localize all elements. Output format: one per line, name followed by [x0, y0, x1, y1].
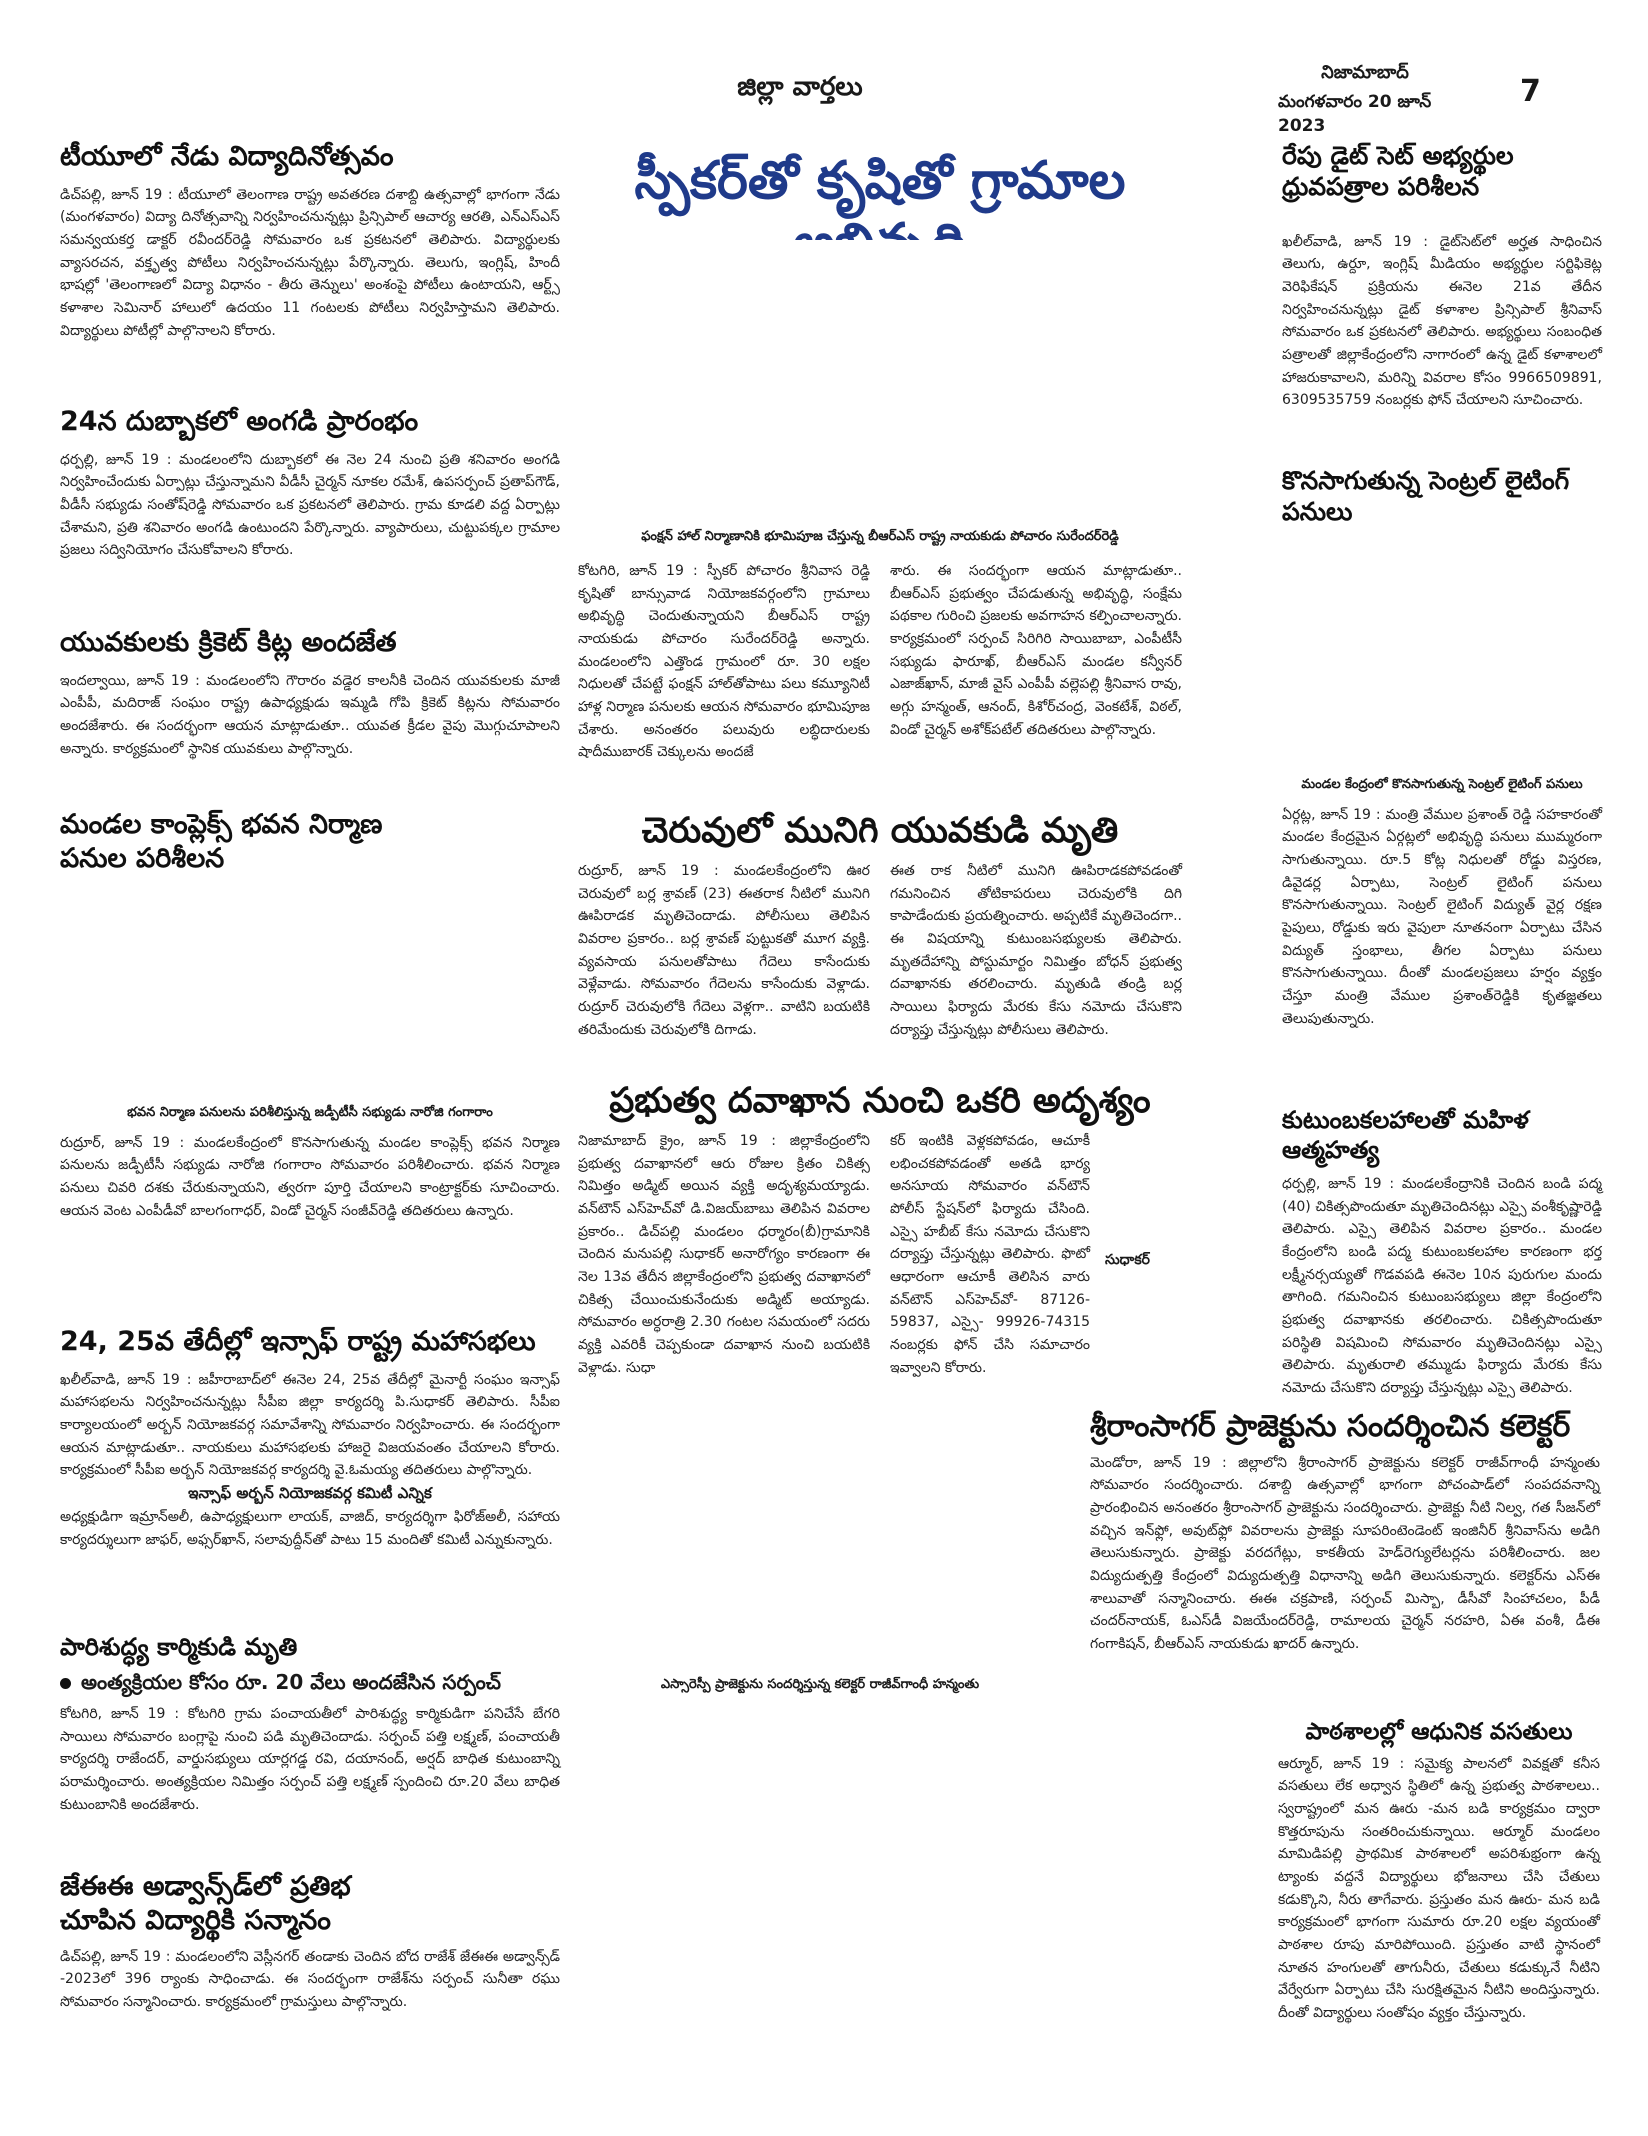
article-complex — [60, 808, 560, 1222]
masthead-city: నిజామాబాద్ — [1321, 62, 1409, 83]
article-body: ధర్పల్లి, జూన్ 19 : మండలంలోని దుబ్బాకలో ఈ నెల 24 నుంచి ప్రతి శనివారం అంగడి నిర్వహించేందుకు ఏర్పాట్లు చేస్తున్నామని వీడీసీ చైర్మన్ నూకల రమేశ్, ఉపసర్పంచ్ ప్రతాప్‌గౌడ్, వీడీసీ సభ్యుడు సంతోష్‌రెడ్డి సోమవారం ఒక ప్రకటనలో తెలిపారు. గ్రామ కూడలి వద్ద ఏర్పాట్లు చేశామని, ప్రతి శనివారం అంగడి ఉంటుందని పేర్కొన్నారు. వ్యాపారులు, చుట్టుపక్కల గ్రామాల ప్రజలు సద్వినియోగం చేసుకోవాలని కోరారు. — [60, 451, 560, 559]
subheading: అంత్యక్రియల కోసం రూ. 20 వేలు అందజేసిన సర్పంచ్ — [81, 1670, 501, 1694]
article-body: ఆర్మూర్, జూన్ 19 : సమైక్య పాలనలో వివక్షతో కనీస వసతులు లేక అధ్వాన స్థితిలో ఉన్న ప్రభుత్వ పాఠశాలలు.. స్వరాష్ట్రంలో మన ఊరు -మన బడి కార్యక్రమం ద్వారా కొత్తరూపును సంతరించుకున్నాయి. ఆర్మూర్ మండలం మామిడిపల్లి ప్రాథమిక పాఠశాలలో అపరిశుభ్రంగా ఉన్న ట్యాంకు వద్దనే విద్యార్థులు భోజనాలు చేసి చేతులు కడుక్కొని, నీరు తాగేవారు. ప్రస్తుతం మన ఊరు- మన బడి కార్యక్రమంలో భాగంగా సుమారు రూ.20 లక్షల వ్యయంతో పాఠశాల రూపు మారిపోయింది. ప్రస్తుతం వాటి స్థానంలో నూతన హంగులతో తాగునీరు, చేతులు కడుక్కునే నీటిని వేర్వేరుగా ఏర్పాటు చేసి సురక్షితమైన నీటిని అందిస్తున్నారు. దీంతో విద్యార్థులు సంతోషం వ్యక్తం చేస్తున్నారు. — [1278, 1755, 1600, 2022]
photo-caption: మండల కేంద్రంలో కొనసాగుతున్న సెంట్రల్ లైటింగ్ పనులు — [1301, 776, 1583, 792]
drowning-body-col1: రుద్రూర్, జూన్ 19 : మండలకేంద్రంలోని ఊర చెరువులో బర్ల శ్రావణ్ (23) ఈతరాక నీటిలో మునిగి ఊపిరాడక మృతిచెందాడు. పోలీసులు తెలిపిన వివరాల ప్రకారం.. బర్ల శ్రావణ్ పుట్టుకతో మూగ వ్యక్తి. వ్యవసాయ పనులతోపాటు గేదెలు కాసేందుకు వెళ్లేవాడు. సోమవారం గేదెలను కాసేందుకు వెళ్లాడు. రుద్రూర్ చెరువులోకి గేదెలు వెళ్లగా.. వాటిని బయటికి తరిమేందుకు చెరువులోకి దిగాడు. — [578, 863, 870, 1038]
photo-caption: భవన నిర్మాణ పనులను పరిశీలిస్తున్న జడ్పీటీసీ సభ్యుడు నారోజి గంగారాం — [127, 1104, 493, 1120]
missing-body-col1: నిజామాబాద్ క్రైం, జూన్ 19 : జిల్లాకేంద్రంలోని ప్రభుత్వ దవాఖానలో ఆరు రోజుల క్రితం చికిత్స నిమిత్తం అడ్మిట్ అయిన వ్యక్తి అదృశ్యమయ్యాడు. వన్‌టౌన్ ఎస్‌హెచ్‌వో డి.విజయ్‌బాబు తెలిపిన వివరాల ప్రకారం.. డిచ్‌పల్లి మండలం ధర్మారం(బీ)గ్రామానికి చెందిన మనుపల్లి సుధాకర్ అనారోగ్యం కారణంగా ఈ నెల 13వ తేదీన జిల్లాకేంద్రంలోని ప్రభుత్వ దవాఖానలో చికిత్స చేయించుకునేందుకు అడ్మిట్ అయ్యాడు. సోమవారం అర్ధరాత్రి 2.30 గంటల సమయంలో సదరు వ్యక్తి ఎవరికీ చెప్పకుండా దవాఖాన నుంచి బయటికి వెళ్లాడు. సుధా — [578, 1133, 870, 1376]
missing-headline: ప్రభుత్వ దవాఖాన నుంచి ఒకరి అదృశ్యం — [609, 1081, 1151, 1121]
headline: యువకులకు క్రికెట్ కిట్ల అందజేత — [60, 627, 397, 658]
headline: పారిశుద్ధ్య కార్మికుడి మృతి — [60, 1633, 298, 1661]
section-title: జిల్లా వార్తలు — [737, 72, 863, 102]
article-body: మెండోరా, జూన్ 19 : జిల్లాలోని శ్రీరాంసాగర్ ప్రాజెక్టును కలెక్టర్ రాజీవ్‌గాంధీ హన్మంతు సోమవారం సందర్శించారు. దశాబ్ది ఉత్సవాల్లో భాగంగా పోచంపాడ్‌లో సంపదవనాన్ని ప్రారంభించిన అనంతరం శ్రీరాంసాగర్ ప్రాజెక్టును సందర్శించారు. ప్రాజెక్టు నీటి నిల్వ, గత సీజన్‌లో వచ్చిన ఇన్‌ఫ్లో, అవుట్‌ఫ్లో వివరాలను ప్రాజెక్టు సూపరింటెండెంట్ ఇంజినీర్ శ్రీనివాస్‌ను అడిగి తెలుసుకున్నారు. ప్రాజెక్టు వరదగేట్లు, కాకతీయ హెడ్‌రెగ్యులేటర్లను పరిశీలించారు. జల విద్యుదుత్పత్తి కేంద్రంలో విద్యుదుత్పత్తి విధానాన్ని అడిగి తెలుసుకున్నారు. కలెక్టర్‌ను ఎస్ఈ శాలువాతో సన్మానించారు. ఈఈ చక్రపాణి, సర్పంచ్ మిస్బా, డీసీవో సింహాచలం, పీడీ చందర్‌నాయక్, ఓఎస్‌డీ విజయేందర్‌రెడ్డి, రామాలయ చైర్మన్ నరహరి, ఏఈ వంశీ, డీఈ గంగాకిషన్, బీఆర్ఎస్ నాయకుడు ఖాదర్ ఉన్నారు. — [1090, 1454, 1600, 1652]
article-cricket — [60, 626, 560, 760]
article-tu — [60, 140, 560, 342]
article-body: డిచ్‌పల్లి, జూన్ 19 : మండలంలోని వెస్లీనగర్ తండాకు చెందిన బోద రాజేశ్ జేఈఈ అడ్వాన్స్‌డ్ -2023లో 396 ర్యాంకు సాధించాడు. ఈ సందర్భంగా రాజేశ్‌ను సర్పంచ్ సునీతా రఘు సోమవారం సన్మానించారు. కార్యక్రమంలో గ్రామస్తులు పాల్గొన్నారు. — [60, 1948, 560, 2010]
article-schools — [1278, 1718, 1600, 2025]
article-srsp — [1090, 1408, 1600, 1656]
subheading-row — [60, 1670, 560, 1699]
srsp-photo-caption: ఎస్సారెస్పీ ప్రాజెక్టును సందర్శిస్తున్న కలెక్టర్ రాజీవ్‌గాంధీ హన్మంతు — [660, 1677, 980, 1692]
lead-photo-caption: ఫంక్షన్ హాల్ నిర్మాణానికి భూమిపూజ చేస్తున్న బీఆర్ఎస్ రాష్ట్ర నాయకుడు పోచారం సురేందర్‌రెడ్డి — [641, 529, 1119, 544]
headline: కుటుంబకలహాలతో మహిళ ఆత్మహత్య — [1282, 1106, 1529, 1164]
drowning-body-col2: ఈత రాక నీటిలో మునిగి ఊపిరాడకపోవడంతో గమనించిన తోటికాపరులు చెరువులోకి దిగి కాపాడేందుకు ప్రయత్నించారు. అప్పటికే మృతిచెందగా.. ఈ విషయాన్ని కుటుంబసభ్యులకు తెలిపారు. మృతదేహాన్ని పోస్టుమార్టం నిమిత్తం బోధన్ ప్రభుత్వ దవాఖానకు తరలించారు. మృతుడి తండ్రి బర్ల సాయిలు ఫిర్యాదు మేరకు కేసు నమోదు చేసుకొని దర్యాప్తు చేస్తున్నట్లు పోలీసులు తెలిపారు. — [890, 863, 1182, 1038]
missing-body-col2: కర్ ఇంటికి వెళ్లకపోవడం, ఆచూకీ లభించకపోవడంతో అతడి భార్య అనసూయ సోమవారం వన్‌టౌన్ పోలీస్ స్టేషన్‌లో ఫిర్యాదు చేసింది. ఎస్సై హబీబ్ కేసు నమోదు చేసుకొని దర్యాప్తు చేస్తున్నట్లు తెలిపారు. ఫొటో ఆధారంగా ఆచూకీ తెలిసిన వారు వన్‌టౌన్ ఎస్‌హెచ్‌వో- 87126-59837, ఎస్సై- 99926-74315 నంబర్లకు ఫోన్ చేసి సమాచారం ఇవ్వాలని కోరారు. — [890, 1133, 1090, 1376]
srsp-photo — [580, 1400, 1060, 1670]
article-body: ధర్పల్లి, జూన్ 19 : మండలకేంద్రానికి చెందిన బండి పద్మ (40) చికిత్సపొందుతూ మృతిచెందినట్లు ఎస్సై వంశీకృష్ణారెడ్డి తెలిపారు. ఎస్సై తెలిపిన వివరాల ప్రకారం.. మండల కేంద్రంలోని బండి పద్మ కుటుంబకలహాల కారణంగా భర్త లక్ష్మీనర్సయ్యతో గొడవపడి ఈనెల 10న పురుగుల మందు తాగింది. గమనించిన కుటుంబసభ్యులు జిల్లా కేంద్రంలోని ప్రభుత్వ దవాఖానకు తరలించారు. చికిత్సపొందుతూ పరిస్థితి విషమించి సోమవారం మృతిచెందినట్లు ఎస్సై తెలిపారు. మృతురాలి తమ్ముడు ఫిర్యాదు మేరకు కేసు నమోదు చేసుకొని దర్యాప్తు చేస్తున్నట్లు ఎస్సై తెలిపారు. — [1282, 1176, 1602, 1397]
lead-photo — [580, 240, 1180, 518]
article-body: ఏర్గట్ల, జూన్ 19 : మంత్రి వేముల ప్రశాంత్ రెడ్డి సహకారంతో మండల కేంద్రమైన ఏర్గట్లలో అభివృద్ధి పనులు ముమ్మరంగా సాగుతున్నాయి. రూ.5 కోట్ల నిధులతో రోడ్డు విస్తరణ, డివైడర్ల ఏర్పాటు, సెంట్రల్ లైటింగ్ పనులు కొనసాగుతున్నాయి. సెంట్రల్ లైటింగ్ విద్యుత్ వైర్ల రక్షణ పైపులు, రోడ్డుకు ఇరు వైపులా నూతనంగా ఏర్పాటు చేసిన విద్యుత్ స్తంభాలు, తీగల ఏర్పాటు పనులు కొనసాగుతున్నాయి. దీంతో మండలప్రజలు హర్షం వ్యక్తం చేస్తూ మంత్రి వేముల ప్రశాంత్‌రెడ్డికి కృతజ్ఞతలు తెలుపుతున్నారు. — [1282, 806, 1602, 1027]
article-diet — [1282, 140, 1602, 412]
headline: మండల కాంప్లెక్స్ భవన నిర్మాణ పనుల పరిశీలన — [60, 809, 383, 874]
missing-photo-caption: సుధాకర్ — [1105, 1252, 1150, 1268]
article-suicide — [1282, 1105, 1602, 1400]
headline: 24, 25వ తేదీల్లో ఇన్సాఫ్ రాష్ట్ర మహాసభలు — [60, 1326, 536, 1357]
article-body: కోటగిరి, జూన్ 19 : కోటగిరి గ్రామ పంచాయతీలో పారిశుద్ధ్య కార్మికుడిగా పనిచేసే బేగరి సాయిలు సోమవారం బంగ్లాపై నుంచి పడి మృతిచెందాడు. సర్పంచ్ పత్తి లక్ష్మణ్, పంచాయతీ కార్యదర్శి రాజేందర్, వార్డుసభ్యులు యార్లగడ్డ రవి, దయానంద్, అర్షద్ బాధిత కుటుంబాన్ని పరామర్శించారు. అంత్యక్రియల నిమిత్తం సర్పంచ్ పత్తి లక్ష్మణ్ స్పందించి రూ.20 వేలు బాధిత కుటుంబానికి అందజేశారు. — [60, 1706, 560, 1813]
article-body: ఖలీల్‌వాడి, జూన్ 19 : జహీరాబాద్‌లో ఈనెల 24, 25వ తేదీల్లో మైనార్టీ సంఘం ఇన్సాఫ్ మహాసభలను నిర్వహించనున్నట్లు సీపీఐ జిల్లా కార్యదర్శి పి.సుధాకర్ తెలిపారు. సీపీఐ కార్యాలయంలో అర్బన్ నియోజకవర్గ సమావేశాన్ని సోమవారం నిర్వహించారు. ఈ సందర్భంగా ఆయన మాట్లాడుతూ.. నాయకులు మహాసభలకు హాజరై విజయవంతం చేయాలని కోరారు. కార్యక్రమంలో సీపీఐ అర్బన్ నియోజకవర్గ కార్యదర్శి వై.ఓమయ్య తదితరులు పాల్గొన్నారు. — [60, 1371, 560, 1479]
drowning-headline: చెరువులో మునిగి యువకుడి మృతి — [641, 811, 1119, 851]
article-market — [60, 405, 560, 562]
headline: పాఠశాలల్లో ఆధునిక వసతులు — [1305, 1719, 1573, 1745]
article-insaf — [60, 1325, 560, 1551]
headline: టీయూలో నేడు విద్యాదినోత్సవం — [60, 141, 394, 172]
headline: కొనసాగుతున్న సెంట్రల్ లైటింగ్ పనులు — [1282, 466, 1570, 527]
article-central-lighting — [1282, 465, 1602, 1030]
article-body: రుద్రూర్, జూన్ 19 : మండలకేంద్రంలో కొనసాగుతున్న మండల కాంప్లెక్స్ భవన నిర్మాణ పనులను జడ్పీటీసీ సభ్యుడు నారోజి గంగారాం సోమవారం పరిశీలించారు. భవన నిర్మాణ పనులు చివరి దశకు చేరుకున్నాయని, త్వరగా పూర్తి చేయాలని కాంట్రాక్టర్‌కు సూచించారు. ఆయన వెంట ఎంపీడీవో బాలగంగాధర్, విండో చైర్మన్ సంజీవ్‌రెడ్డి తదితరులు ఉన్నారు. — [60, 1134, 560, 1219]
masthead-date: మంగళవారం 20 జూన్ 2023 — [1278, 92, 1432, 136]
headline: రేపు డైట్ సెట్ అభ్యర్థుల ధ్రువపత్రాల పరిశీలన — [1282, 141, 1514, 202]
lead-headline: స్పీకర్‌తో కృషితో గ్రామాల — [634, 151, 1126, 211]
subheading: ఇన్సాఫ్ అర్బన్ నియోజకవర్గ కమిటీ ఎన్నిక — [188, 1484, 432, 1503]
complex-photo — [60, 884, 560, 1104]
schools-photo — [1060, 1720, 1260, 2020]
article-jee — [60, 1870, 560, 2014]
headline: జేఈఈ అడ్వాన్స్‌డ్‌లో ప్రతిభ చూపిన విద్యార్థికి సన్మానం — [60, 1871, 351, 1936]
article-body: ఖలీల్‌వాడి, జూన్ 19 : డైట్‌సెట్‌లో అర్హత సాధించిన తెలుగు, ఉర్దూ, ఇంగ్లిష్ మీడియం అభ్యర్థుల సర్టిఫికెట్ల వెరిఫికేషన్ ప్రక్రియను ఈనెల 21వ తేదీన నిర్వహించనున్నట్లు డైట్ కళాశాల ప్రిన్సిపాల్ శ్రీనివాస్ సోమవారం ఒక ప్రకటనలో తెలిపారు. అభ్యర్థులు సంబంధిత పత్రాలతో జిల్లాకేంద్రంలోని నాగారంలో ఉన్న డైట్ కళాశాలలో హాజరుకావాలని, మరిన్ని వివరాల కోసం 9966509891, 6309535759 నంబర్లకు ఫోన్ చేయాలని సూచించారు. — [1282, 233, 1602, 409]
article-body-2: అధ్యక్షుడిగా ఇమ్రాన్‌అలీ, ఉపాధ్యక్షులుగా లాయక్, వాజిద్, కార్యదర్శిగా ఫిరోజ్‌అలీ, సహాయ కార్యదర్శులుగా జాఫర్, అఫ్సర్‌ఖాన్, సలావుద్దీన్‌తో పాటు 15 మందితో కమిటీ ఎన్నుకున్నారు. — [60, 1509, 560, 1548]
page-number: 7 — [1520, 74, 1541, 109]
article-body: డిచ్‌పల్లి, జూన్ 19 : టీయూలో తెలంగాణ రాష్ట్ర అవతరణ దశాబ్ది ఉత్సవాల్లో భాగంగా నేడు (మంగళవారం) విద్యా దినోత్సవాన్ని నిర్వహించనున్నట్లు ప్రిన్సిపాల్ ఆచార్య ఆరతి, ఎన్ఎస్ఎస్ సమన్వయకర్త డాక్టర్ రవీందర్‌రెడ్డి సోమవారం ఒక ప్రకటనలో తెలిపారు. విద్యార్థులకు వ్యాసరచన, వక్తృత్వ పోటీలు నిర్వహించనున్నట్లు పేర్కొన్నారు. తెలుగు, ఇంగ్లిష్, హిందీ భాషల్లో 'తెలంగాణలో విద్యా విధానం - తీరు తెన్నులు' అంశంపై పోటీలు ఉంటాయని, ఆర్ట్స్ కళాశాల సెమినార్ హాలులో ఉదయం 11 గంటలకు పోటీలు నిర్వహిస్తామని తెలిపారు. విద్యార్థులు పోటీల్లో పాల్గొనాలని కోరారు. — [60, 186, 560, 339]
lighting-photo — [1282, 536, 1602, 776]
article-sanitation — [60, 1632, 560, 1816]
lead-body-col2: శారు. ఈ సందర్భంగా ఆయన మాట్లాడుతూ.. బీఆర్ఎస్ ప్రభుత్వం చేపడుతున్న అభివృద్ధి, సంక్షేమ పథకాల గురించి ప్రజలకు అవగాహన కల్పించాలన్నారు. కార్యక్రమంలో సర్పంచ్ సిరిగిరి సాయిబాబా, ఎంపీటీసీ సభ్యుడు ఫారూఖ్, బీఆర్ఎస్ మండల కన్వీనర్ ఎజాజ్‌ఖాన్, మాజీ వైస్ ఎంపీపీ వల్లెపల్లి శ్రీనివాస రావు, అగ్గు హన్మంత్, ఆనంద్, కిశోర్‌చంద్ర, వెంకటేశ్, విఠల్, విండో చైర్మన్ అశోక్‌పటేల్ తదితరులు పాల్గొన్నారు. — [890, 563, 1182, 738]
missing-photo — [1100, 1135, 1185, 1245]
lead-body-col1: కోటగిరి, జూన్ 19 : స్పీకర్ పోచారం శ్రీనివాస రెడ్డి కృషితో బాన్సువాడ నియోజకవర్గంలోని గ్రామాలు అభివృద్ధి చెందుతున్నాయని బీఆర్ఎస్ రాష్ట్ర నాయకుడు పోచారం సురేందర్‌రెడ్డి అన్నారు. మండలంలోని ఎత్తొండ గ్రామంలో రూ. 30 లక్షల నిధులతో చేపట్టే ఫంక్షన్ హాల్‌తోపాటు పలు కమ్యూనిటీ హాళ్ల నిర్మాణ పనులకు ఆయన సోమవారం భూమిపూజ చేశారు. అనంతరం పలువురు లబ్ధిదారులకు షాదీముబారక్ చెక్కులను అందజే — [578, 563, 870, 761]
headline: శ్రీరాంసాగర్ ప్రాజెక్టును సందర్శించిన కలెక్టర్ — [1090, 1409, 1571, 1444]
headline: 24న దుబ్బాకలో అంగడి ప్రారంభం — [60, 406, 419, 437]
article-body: ఇందల్వాయి, జూన్ 19 : మండలంలోని గౌరారం వడ్డెర కాలనీకి చెందిన యువకులకు మాజీ ఎంపీపీ, మదిరాజ్ సంఘం రాష్ట్ర ఉపాధ్యక్షుడు ఇమ్మడి గోపి క్రికెట్ కిట్లను సోమవారం అందజేశారు. ఈ సందర్భంగా ఆయన మాట్లాడుతూ.. యువత క్రీడల వైపు మొగ్గుచూపాలని అన్నారు. కార్యక్రమంలో స్థానిక యువకులు పాల్గొన్నారు. — [60, 672, 560, 757]
bullet-icon — [60, 1678, 71, 1689]
